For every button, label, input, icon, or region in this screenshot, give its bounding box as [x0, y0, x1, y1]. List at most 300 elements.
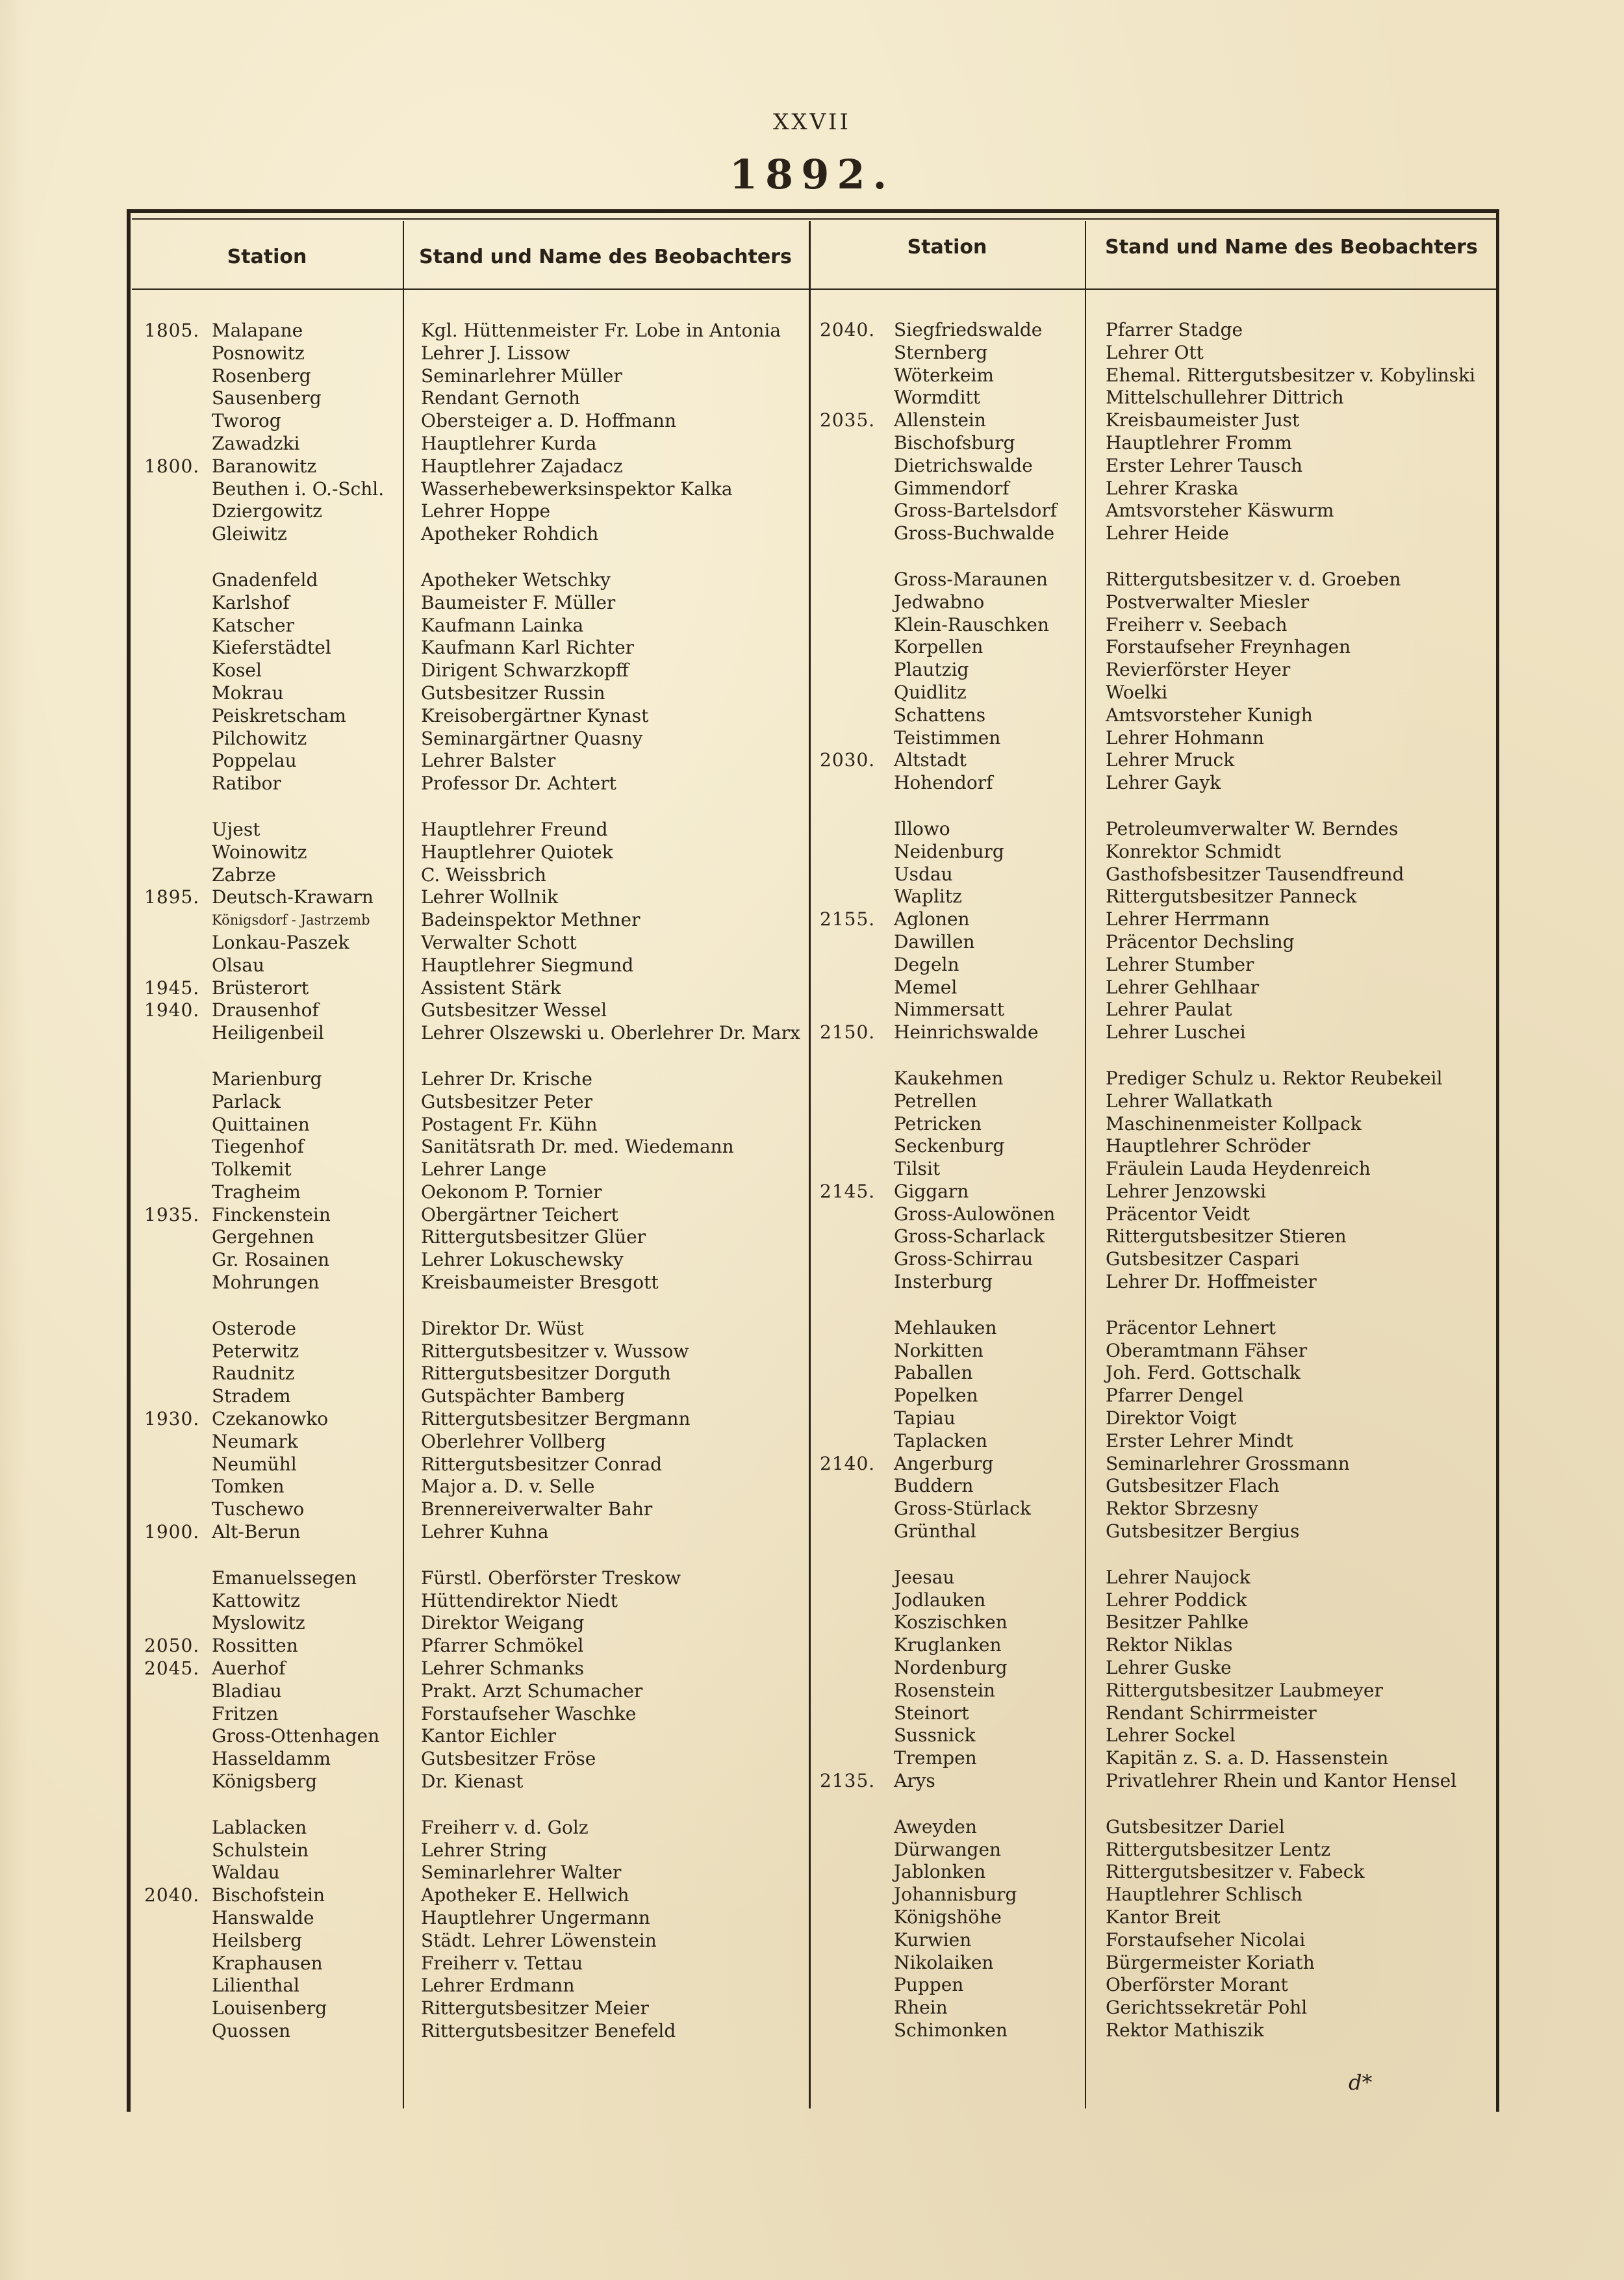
table-row [144, 387, 807, 410]
observer-name: Rektor Niklas [1106, 1634, 1233, 1656]
station-name: Peterwitz [212, 1340, 299, 1362]
station-name: Aglonen [894, 908, 970, 930]
table-row [820, 1430, 1495, 1453]
station-name: Beuthen i. O.-Schl. [212, 478, 385, 500]
station-name: Gergehnen [212, 1226, 314, 1248]
table-row [820, 977, 1495, 999]
table-row [820, 704, 1495, 727]
table-row [144, 1862, 807, 1884]
observer-name: Lehrer Sockel [1106, 1724, 1236, 1747]
table-row [144, 1159, 807, 1181]
table-row [820, 727, 1495, 750]
station-name: Karlshof [212, 591, 290, 613]
station-name: Marienburg [212, 1068, 322, 1090]
table-row [820, 1680, 1495, 1702]
station-name: Bischofstein [212, 1884, 325, 1906]
header-rule [132, 288, 1496, 290]
table-row [144, 1590, 807, 1613]
station-number: 2145. [820, 1180, 876, 1202]
station-name: Puppen [894, 1974, 964, 1996]
table-row [820, 682, 1495, 704]
observer-name: Rittergutsbesitzer Glüer [421, 1226, 646, 1248]
observer-name: Pfarrer Schmökel [421, 1635, 584, 1657]
table-row [820, 1362, 1495, 1385]
station-name: Tragheim [212, 1181, 301, 1203]
table-row [820, 1724, 1495, 1747]
station-name: Hasseldamm [212, 1748, 331, 1770]
station-name: Paballen [894, 1362, 973, 1384]
station-name: Petricken [894, 1112, 982, 1134]
table-row [144, 1907, 807, 1930]
table-row [144, 410, 807, 433]
observer-name: Städt. Lehrer Löwenstein [421, 1929, 657, 1951]
observer-name: Lehrer String [421, 1839, 548, 1861]
station-name: Raudnitz [212, 1363, 295, 1385]
station-name: Nimmersatt [894, 999, 1005, 1021]
table-row [144, 728, 807, 750]
observer-name: Apotheker Rohdich [421, 523, 599, 545]
table-row [820, 1770, 1495, 1793]
table-row [820, 1884, 1495, 1906]
station-number: 2030. [820, 749, 876, 771]
station-name: Parlack [212, 1090, 281, 1112]
observer-name: Verwalter Schott [421, 931, 577, 953]
observer-name: Dirigent Schwarzkopff [421, 660, 629, 682]
table-row [144, 1091, 807, 1114]
observer-name: Rittergutsbesitzer Dorguth [421, 1363, 671, 1385]
observer-name: Rittergutsbesitzer v. Wussow [421, 1340, 689, 1362]
table-row [820, 1906, 1495, 1929]
table-row [820, 455, 1495, 478]
station-number: 1895. [144, 886, 200, 908]
station-number: 1935. [144, 1203, 200, 1225]
observer-name: Besitzer Pahlke [1106, 1611, 1249, 1633]
right-table-body [820, 319, 1495, 2042]
observer-name: Direktor Voigt [1106, 1407, 1237, 1429]
station-name: Gross-Bartelsdorf [894, 500, 1058, 522]
station-name: Sussnick [894, 1724, 976, 1747]
table-row [144, 932, 807, 954]
observer-name: Apotheker Wetschky [421, 569, 611, 591]
station-name: Schulstein [212, 1839, 309, 1861]
station-name: Olsau [212, 954, 265, 976]
table-row [144, 1748, 807, 1771]
observer-name: Kgl. Hüttenmeister Fr. Lobe in Antonia [421, 320, 781, 341]
observer-name: Lehrer Dr. Krische [421, 1068, 592, 1090]
station-name: Peiskretscham [212, 704, 346, 726]
station-name: Gross-Stürlack [894, 1498, 1031, 1520]
table-row [820, 1021, 1495, 1044]
table-row [820, 1158, 1495, 1181]
observer-name: Lehrer Dr. Hoffmeister [1106, 1271, 1317, 1293]
table-row [144, 1340, 807, 1363]
table-row [144, 1658, 807, 1680]
station-name: Stradem [212, 1385, 291, 1407]
table-row [144, 320, 807, 342]
table-row [820, 1407, 1495, 1430]
station-name: Heinrichswalde [894, 1021, 1039, 1044]
station-name: Emanuelssegen [212, 1567, 357, 1589]
observer-name: Petroleumverwalter W. Berndes [1106, 817, 1399, 839]
header-station-left: Station [227, 245, 307, 268]
table-row [144, 1839, 807, 1862]
observer-name: Lehrer Jenzowski [1106, 1180, 1267, 1202]
entry-group [820, 1567, 1495, 1793]
table-row [144, 523, 807, 546]
observer-name: Lehrer Kuhna [421, 1521, 549, 1543]
station-name: Gr. Rosainen [212, 1249, 330, 1271]
table-row [144, 1498, 807, 1521]
table-row [144, 455, 807, 478]
observer-name: Postverwalter Miesler [1106, 591, 1310, 613]
observer-name: Rektor Mathiszik [1106, 2019, 1264, 2041]
observer-name: Amtsvorsteher Käswurm [1106, 500, 1334, 522]
table-row [144, 478, 807, 501]
table-row [820, 614, 1495, 637]
station-number: 2040. [820, 319, 876, 340]
table-row [820, 569, 1495, 591]
table-row [144, 682, 807, 705]
station-name: Dziergowitz [212, 500, 322, 522]
station-name: Kattowitz [212, 1589, 300, 1611]
table-row [144, 1226, 807, 1249]
station-name: Lablacken [212, 1816, 307, 1838]
entry-group [820, 818, 1495, 1044]
entry-group [144, 1817, 807, 2043]
table-row [144, 1521, 807, 1544]
observer-name: Dr. Kienast [421, 1771, 524, 1793]
station-name: Dürwangen [894, 1838, 1002, 1860]
station-name: Quossen [212, 2019, 291, 2042]
station-name: Tiegenhof [212, 1136, 304, 1158]
table-row [820, 931, 1495, 954]
observer-name: Oberamtmann Fähser [1106, 1339, 1308, 1361]
observer-name: Major a. D. v. Selle [421, 1476, 595, 1498]
station-name: Myslowitz [212, 1612, 305, 1634]
station-name: Gross-Aulowönen [894, 1203, 1056, 1225]
table-row [820, 1135, 1495, 1158]
observer-name: Baumeister F. Müller [421, 591, 616, 613]
entry-group [144, 1318, 807, 1544]
table-row [144, 1771, 807, 1793]
station-name: Poppelau [212, 750, 297, 772]
station-name: Auerhof [212, 1658, 286, 1680]
station-name: Klein-Rauschken [894, 613, 1049, 635]
table-row [144, 705, 807, 728]
station-name: Louisenberg [212, 1997, 327, 2019]
table-row [144, 365, 807, 388]
station-name: Pilchowitz [212, 727, 307, 749]
observer-name: Postagent Fr. Kühn [421, 1113, 598, 1135]
table-row [820, 1634, 1495, 1657]
station-name: Gimmendorf [894, 477, 1009, 499]
station-name: Popelken [894, 1385, 978, 1407]
observer-name: Pfarrer Dengel [1106, 1385, 1244, 1407]
station-name: Quidlitz [894, 681, 967, 703]
table-row [820, 522, 1495, 545]
table-row [820, 1520, 1495, 1543]
station-name: Neumark [212, 1430, 298, 1452]
observer-name: Fürstl. Oberförster Treskow [421, 1567, 681, 1589]
station-number: 1940. [144, 999, 200, 1021]
station-name: Zawadzki [212, 432, 300, 454]
station-name: Waldau [212, 1862, 280, 1884]
observer-name: Gutsbesitzer Fröse [421, 1748, 596, 1770]
observer-name: Pfarrer Stadge [1106, 319, 1243, 340]
station-name: Dawillen [894, 930, 975, 953]
observer-name: Lehrer Poddick [1106, 1589, 1247, 1611]
observer-name: Woelki [1106, 681, 1168, 703]
table-row [820, 500, 1495, 522]
observer-name: Hauptlehrer Siegmund [421, 954, 634, 976]
column-divider-center [809, 221, 811, 2108]
table-row [820, 365, 1495, 387]
observer-name: Professor Dr. Achtert [421, 773, 616, 795]
table-row [820, 591, 1495, 614]
station-name: Kieferstädtel [212, 637, 331, 659]
table-row [144, 1181, 807, 1204]
observer-name: Hauptlehrer Kurda [421, 432, 597, 454]
signature-mark: d* [1349, 2070, 1373, 2095]
observer-name: Lehrer Naujock [1106, 1566, 1250, 1588]
station-name: Osterode [212, 1317, 296, 1339]
table-row [820, 1974, 1495, 1997]
station-name: Plautzig [894, 659, 969, 681]
entry-group [820, 1816, 1495, 2042]
station-name: Gross-Buchwalde [894, 522, 1055, 544]
observer-name: Seminarlehrer Walter [421, 1862, 622, 1884]
station-name: Tolkemit [212, 1159, 292, 1181]
table-row [820, 1113, 1495, 1136]
table-row [144, 1725, 807, 1748]
observer-name: Lehrer Lange [421, 1159, 547, 1181]
station-name: Siegfriedswalde [894, 319, 1043, 340]
station-name: Katscher [212, 614, 294, 636]
station-name: Fritzen [212, 1702, 279, 1724]
station-name: Schimonken [894, 2019, 1008, 2041]
observer-name: Kreisbaumeister Bresgott [421, 1272, 659, 1294]
observer-name: Rittergutsbesitzer Meier [421, 1997, 649, 2019]
table-row [144, 773, 807, 795]
station-name: Allenstein [894, 409, 986, 431]
station-name: Schattens [894, 704, 986, 726]
table-row [820, 1839, 1495, 1862]
table-row [820, 409, 1495, 432]
table-row [820, 1385, 1495, 1407]
station-name: Ujest [212, 818, 260, 840]
station-number: 1945. [144, 977, 200, 999]
table-row [820, 1181, 1495, 1203]
table-row [144, 1272, 807, 1294]
table-row [144, 1997, 807, 2020]
station-name: Trempen [894, 1747, 977, 1769]
station-name: Neidenburg [894, 840, 1004, 862]
station-name: Tomken [212, 1476, 285, 1498]
station-name: Mokrau [212, 682, 284, 704]
observer-name: Oberförster Morant [1106, 1974, 1288, 1996]
table-row [144, 819, 807, 841]
station-name: Kaukehmen [894, 1067, 1004, 1089]
table-row [820, 636, 1495, 659]
page-folio: XXVII [773, 109, 851, 135]
observer-name: Amtsvorsteher Kunigh [1106, 704, 1313, 726]
table-row [820, 1952, 1495, 1975]
observer-name: Lehrer Stumber [1106, 953, 1254, 975]
observer-name: Fräulein Lauda Heydenreich [1106, 1158, 1371, 1180]
header-observer-right: Stand und Name des Beobachters [1105, 235, 1478, 259]
station-number: 1800. [144, 455, 200, 477]
station-name: Alt-Berun [212, 1521, 301, 1543]
observer-name: Rendant Gernoth [421, 387, 580, 409]
observer-name: Gutsbesitzer Peter [421, 1090, 593, 1112]
observer-name: Lehrer J. Lissow [421, 342, 570, 364]
observer-name: Kaufmann Karl Richter [421, 637, 635, 659]
station-number: 1805. [144, 320, 200, 341]
station-name: Kosel [212, 660, 262, 682]
observer-name: Gutsbesitzer Bergius [1106, 1520, 1300, 1543]
observer-name: Erster Lehrer Mindt [1106, 1429, 1293, 1452]
table-row [144, 1930, 807, 1953]
observer-name: Brennereiverwalter Bahr [421, 1498, 653, 1520]
observer-name: Obergärtner Teichert [421, 1203, 618, 1225]
station-name: Deutsch-Krawarn [212, 886, 374, 908]
observer-name: Kaufmann Lainka [421, 614, 584, 636]
observer-name: Seminargärtner Quasny [421, 727, 643, 749]
station-name: Buddern [894, 1475, 974, 1497]
table-row [820, 841, 1495, 864]
station-name: Sternberg [894, 341, 988, 363]
station-number: 1900. [144, 1521, 200, 1543]
table-row [144, 1817, 807, 1839]
observer-name: Seminarlehrer Müller [421, 365, 622, 387]
observer-name: Privatlehrer Rhein und Kantor Hensel [1106, 1770, 1457, 1792]
observer-name: Sanitätsrath Dr. med. Wiedemann [421, 1136, 734, 1158]
observer-name: Lehrer Heide [1106, 522, 1229, 544]
table-row [144, 954, 807, 977]
observer-name: Lehrer Paulat [1106, 999, 1232, 1021]
observer-name: Hüttendirektor Niedt [421, 1589, 618, 1611]
station-name: Mohrungen [212, 1272, 320, 1294]
table-row [144, 342, 807, 365]
station-name: Jedwabno [894, 591, 985, 613]
station-name: Dietrichswalde [894, 454, 1033, 476]
observer-name: Lehrer Olszewski u. Oberlehrer Dr. Marx [421, 1022, 800, 1044]
observer-name: Freiherr v. Seebach [1106, 613, 1288, 635]
station-number: 1930. [144, 1408, 200, 1430]
observer-name: Rittergutsbesitzer Laubmeyer [1106, 1679, 1383, 1701]
table-row [144, 660, 807, 682]
table-row [820, 1317, 1495, 1340]
station-name: Memel [894, 976, 958, 998]
table-row [820, 319, 1495, 342]
table-row [144, 433, 807, 455]
observer-name: Gutsbesitzer Flach [1106, 1475, 1280, 1497]
table-row [820, 1203, 1495, 1226]
table-row [144, 1680, 807, 1703]
table-row [144, 1249, 807, 1272]
table-row [144, 1408, 807, 1431]
observer-name: C. Weissbrich [421, 864, 546, 886]
station-name: Mehlauken [894, 1316, 997, 1339]
observer-name: Freiherr v. d. Golz [421, 1816, 589, 1838]
observer-name: Kantor Breit [1106, 1906, 1221, 1928]
observer-name: Lehrer Guske [1106, 1657, 1232, 1679]
observer-name: Lehrer Luschei [1106, 1021, 1246, 1044]
table-row [144, 615, 807, 637]
table-row [144, 999, 807, 1022]
station-name: Rossitten [212, 1635, 298, 1657]
observer-name: Lehrer Herrmann [1106, 908, 1270, 930]
station-number: 2045. [144, 1658, 200, 1680]
observer-name: Wasserhebewerksinspektor Kalka [421, 478, 733, 500]
observer-name: Präcentor Veidt [1106, 1203, 1250, 1225]
table-row [820, 1702, 1495, 1725]
station-name: Tilsit [894, 1158, 941, 1180]
table-row [144, 864, 807, 887]
table-row [820, 1816, 1495, 1839]
table-row [144, 1022, 807, 1045]
station-name: Steinort [894, 1702, 969, 1724]
table-row [820, 1861, 1495, 1884]
station-name: Gross-Scharlack [894, 1225, 1045, 1248]
entry-group [144, 320, 807, 546]
station-name: Neumühl [212, 1453, 297, 1475]
observer-name: Revierförster Heyer [1106, 659, 1291, 681]
observer-name: Assistent Stärk [421, 977, 561, 999]
table-row [144, 1975, 807, 1997]
observer-name: Apotheker E. Hellwich [421, 1884, 629, 1906]
table-row [144, 1612, 807, 1635]
table-row [820, 864, 1495, 886]
station-name: Gnadenfeld [212, 569, 318, 591]
station-name: Grünthal [894, 1520, 976, 1543]
station-number: 2135. [820, 1770, 876, 1792]
observer-name: Kreisobergärtner Kynast [421, 704, 649, 726]
table-row [144, 637, 807, 660]
observer-name: Lehrer Lokuschewsky [421, 1249, 624, 1271]
station-name: Czekanowko [212, 1408, 329, 1430]
station-name: Kraphausen [212, 1952, 323, 1974]
table-row [820, 1747, 1495, 1770]
observer-name: Lehrer Hoppe [421, 500, 551, 522]
table-row [820, 1271, 1495, 1294]
observer-name: Gasthofsbesitzer Tausendfreund [1106, 863, 1404, 885]
station-name: Insterburg [894, 1271, 993, 1293]
table-row [820, 1225, 1495, 1248]
observer-name: Lehrer Mruck [1106, 749, 1235, 771]
table-row [820, 659, 1495, 682]
table-row [820, 2019, 1495, 2042]
entry-group [820, 319, 1495, 545]
station-name: Petrellen [894, 1090, 977, 1112]
table-row [144, 1363, 807, 1385]
station-name: Aweyden [894, 1815, 977, 1838]
observer-name: Lehrer Gayk [1106, 772, 1221, 794]
station-name: Koszischken [894, 1611, 1008, 1633]
station-name: Illowo [894, 817, 950, 839]
table-row [144, 569, 807, 592]
station-name: Tworog [212, 410, 281, 432]
observer-name: Prediger Schulz u. Rektor Reubekeil [1106, 1067, 1443, 1089]
table-row [144, 1068, 807, 1091]
observer-name: Rittergutsbesitzer Benefeld [421, 2019, 676, 2042]
station-name: Lilienthal [212, 1975, 299, 1997]
table-row [144, 1431, 807, 1454]
table-row [820, 908, 1495, 931]
table-row [144, 1114, 807, 1136]
station-name: Rhein [894, 1997, 948, 2019]
table-row [144, 1136, 807, 1159]
